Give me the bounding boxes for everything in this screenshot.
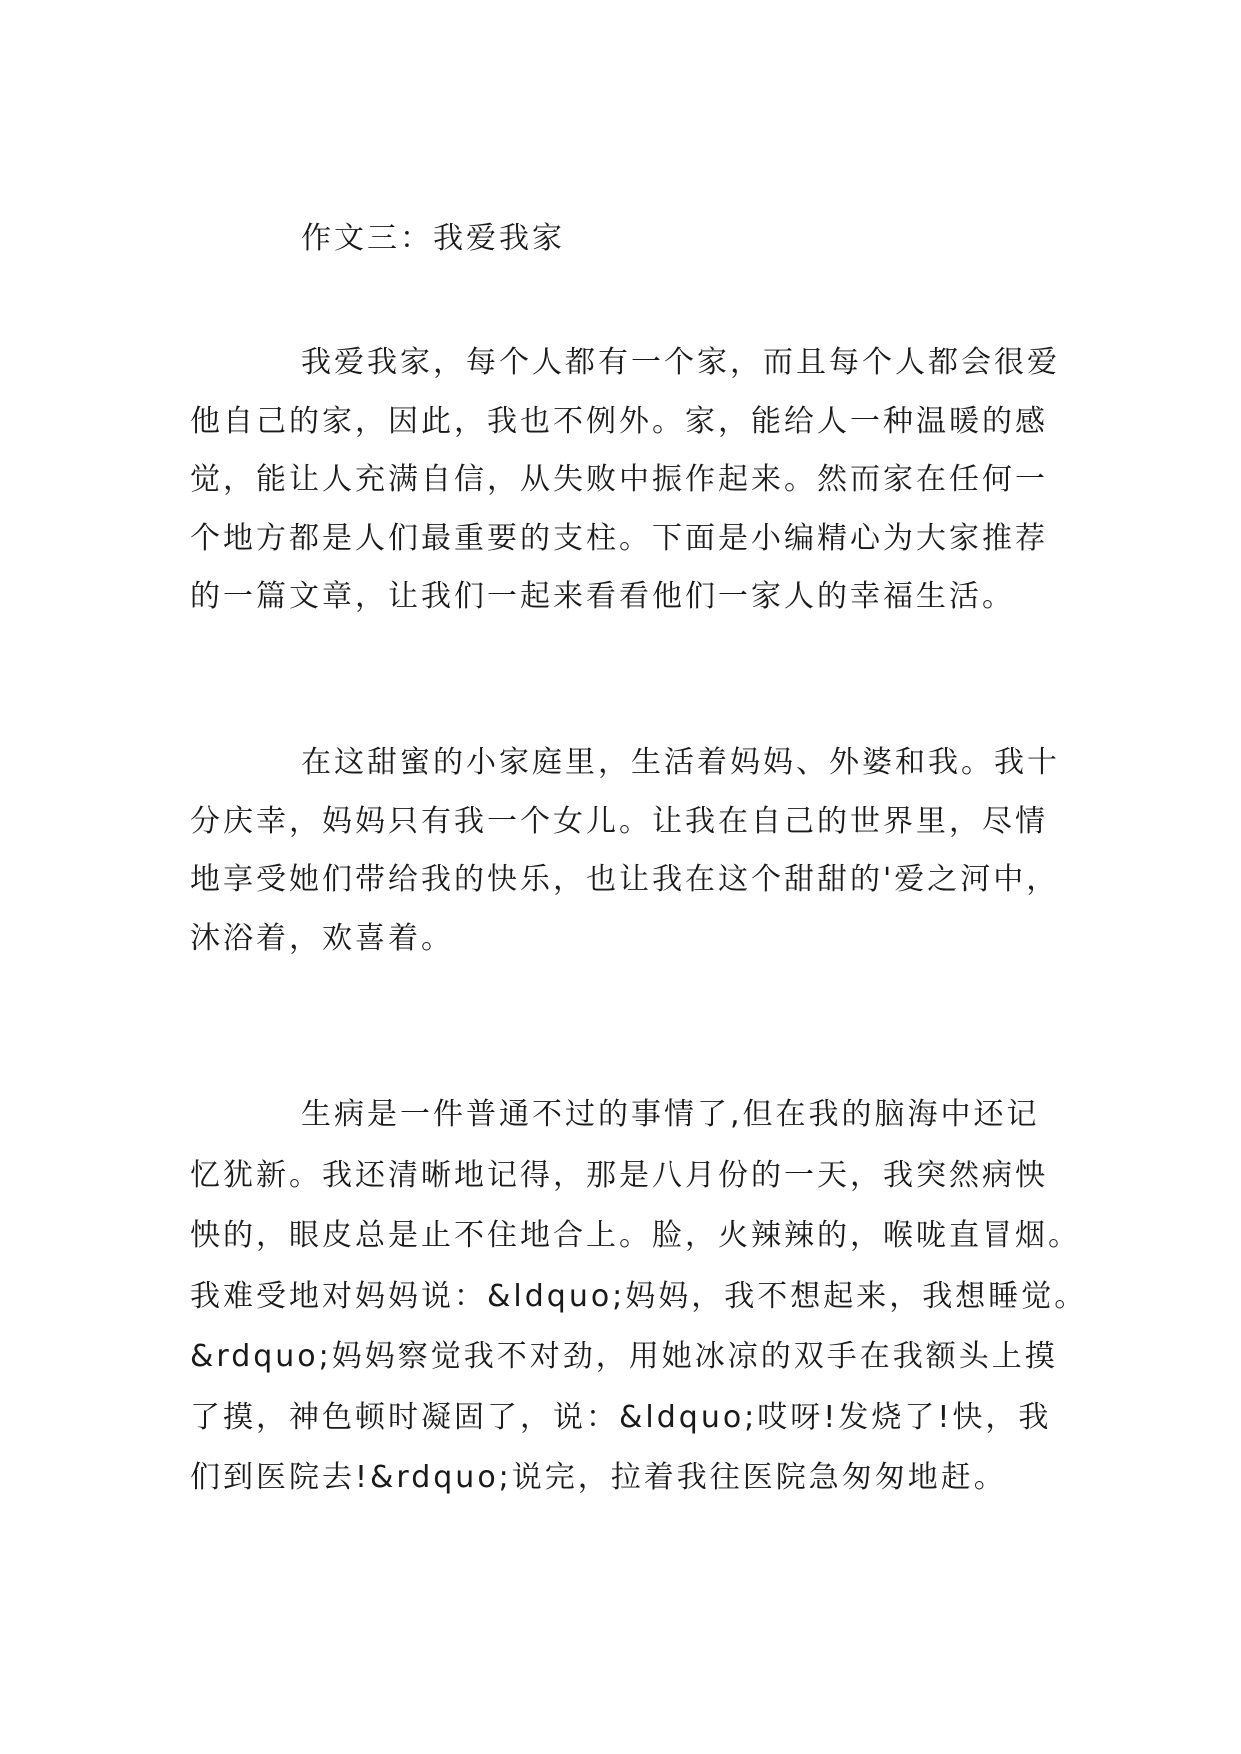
paragraph-line: 个地方都是人们最重要的支柱。下面是小编精心为大家推荐 bbox=[190, 520, 1048, 556]
paragraph-3 bbox=[190, 1085, 1088, 1509]
paragraph-1 bbox=[190, 334, 1070, 627]
paragraph-line: 地享受她们带给我的快乐，也让我在这个甜甜的'爱之河中， bbox=[190, 862, 1060, 897]
paragraph-line: 生病是一件普通不过的事情了,但在我的脑海中还记 bbox=[301, 1097, 1040, 1132]
paragraph-line: 的一篇文章，让我们一起来看看他们一家人的幸福生活。 bbox=[190, 579, 1015, 614]
essay-title: 作文三：我爱我家 bbox=[301, 221, 565, 256]
paragraph-line: 沐浴着，欢喜着。 bbox=[190, 920, 454, 956]
paragraph-line: 忆犹新。我还清晰地记得，那是八月份的一天，我突然病怏 bbox=[190, 1157, 1048, 1193]
paragraph-line: 我爱我家，每个人都有一个家，而且每个人都会很爱 bbox=[301, 345, 1060, 380]
paragraph-line: 觉，能让人充满自信，从失败中振作起来。然而家在任何一 bbox=[190, 462, 1048, 497]
paragraph-line: 我难受地对妈妈说：&ldquo;妈妈，我不想起来，我想睡觉。 bbox=[190, 1278, 1088, 1314]
paragraph-line: 他自己的家，因此，我也不例外。家，能给人一种温暖的感 bbox=[190, 403, 1048, 439]
paragraph-line: 怏的，眼皮总是止不住地合上。脸，火辣辣的，喉咙直冒烟。 bbox=[190, 1218, 1081, 1253]
paragraph-line: 们到医院去!&rdquo;说完，拉着我往医院急匆匆地赶。 bbox=[190, 1460, 1007, 1495]
paragraph-line: 了摸，神色顿时凝固了，说：&ldquo;哎呀!发烧了!快，我 bbox=[190, 1399, 1052, 1435]
paragraph-2 bbox=[190, 734, 1070, 968]
paragraph-line: &rdquo;妈妈察觉我不对劲，用她冰凉的双手在我额头上摸 bbox=[190, 1339, 1058, 1374]
paragraph-line: 分庆幸，妈妈只有我一个女儿。让我在自己的世界里，尽情 bbox=[190, 803, 1048, 839]
paragraph-line: 在这甜蜜的小家庭里，生活着妈妈、外婆和我。我十 bbox=[301, 745, 1060, 780]
